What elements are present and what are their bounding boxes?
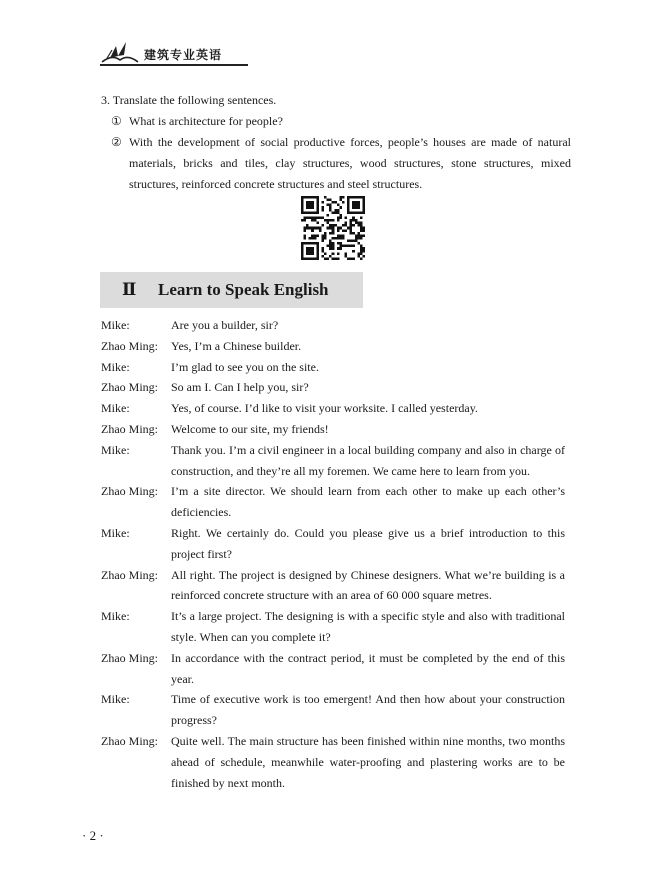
speaker: Mike: bbox=[101, 609, 130, 624]
speaker: Mike: bbox=[101, 525, 130, 540]
speaker: Mike: bbox=[101, 318, 130, 332]
dialogue-turn bbox=[101, 648, 565, 690]
dialogue-turn bbox=[101, 419, 565, 440]
section-title: Learn to Speak English bbox=[158, 280, 329, 299]
exercise-heading: 3. Translate the following sentences. bbox=[101, 93, 277, 107]
dialogue-turn bbox=[101, 606, 565, 648]
item-number: ② bbox=[111, 135, 122, 149]
running-header bbox=[100, 40, 248, 68]
dialogue-turn bbox=[101, 731, 565, 793]
speaker: Zhao Ming: bbox=[101, 567, 158, 582]
dialogue-turn bbox=[101, 315, 565, 336]
exercise-item-2 bbox=[101, 132, 571, 195]
dialogue-turn bbox=[101, 689, 565, 731]
item-text: With the development of social productive forces, people’s houses are made of natural materials, bricks and tiles, clay structures, wood structures, stone structures, mixed structures, reinforced concrete structures and steel structures. bbox=[129, 135, 571, 191]
speaker: Mike: bbox=[101, 401, 130, 416]
speaker: Zhao Ming: bbox=[101, 484, 158, 499]
speaker: Zhao Ming: bbox=[101, 650, 158, 665]
utterance: Are you a builder, sir? bbox=[171, 318, 279, 332]
utterance: Yes, of course. I’d like to visit your worksite. I called yesterday. bbox=[171, 401, 478, 416]
speaker: Mike: bbox=[101, 359, 130, 374]
utterance: So am I. Can I help you, sir? bbox=[171, 380, 309, 395]
utterance: All right. The project is designed by Chinese designers. What we’re building is a reinforced concrete structure with an area of 60 000 square metres. bbox=[171, 567, 565, 603]
utterance: Welcome to our site, my friends! bbox=[171, 421, 329, 436]
utterance: Right. We certainly do. Could you please give us a brief introduction to this project first? bbox=[171, 525, 565, 561]
book-logo-icon bbox=[100, 40, 140, 64]
dialogue-turn bbox=[101, 440, 565, 482]
utterance: I’m glad to see you on the site. bbox=[171, 359, 319, 374]
utterance: Thank you. I’m a civil engineer in a local building company and also in charge of construction, and they’re all my foremen. We came here to learn from you. bbox=[171, 442, 565, 478]
page-number: · 2 · bbox=[82, 828, 104, 843]
speaker: Mike: bbox=[101, 692, 130, 707]
dialogue-turn bbox=[101, 481, 565, 523]
speaker: Zhao Ming: bbox=[101, 733, 158, 748]
header-rule bbox=[100, 64, 248, 66]
utterance: It’s a large project. The designing is with a specific style and also with traditional style. When can you complete it? bbox=[171, 609, 565, 644]
qr-code-icon bbox=[301, 196, 365, 260]
item-text: What is architecture for people? bbox=[129, 114, 283, 128]
exercise-item-1 bbox=[101, 111, 571, 132]
dialogue bbox=[101, 315, 565, 793]
dialogue-turn bbox=[101, 523, 565, 565]
utterance: I’m a site director. We should learn from each other to make up each other’s deficiencies. bbox=[171, 484, 565, 520]
utterance: Yes, I’m a Chinese builder. bbox=[171, 338, 302, 353]
section-heading bbox=[100, 272, 363, 308]
dialogue-turn bbox=[101, 377, 565, 398]
utterance: In accordance with the contract period, it must be completed by the end of this year. bbox=[171, 650, 565, 686]
dialogue-turn bbox=[101, 398, 565, 419]
dialogue-turn bbox=[101, 565, 565, 607]
speaker: Zhao Ming: bbox=[101, 380, 158, 395]
speaker: Zhao Ming: bbox=[101, 421, 158, 436]
item-number: ① bbox=[111, 114, 122, 128]
header-title: 建筑专业英语 bbox=[144, 48, 223, 62]
utterance: Quite well. The main structure has been finished within nine months, two months ahead of schedule, meanwhile water-proofing and plastering works are to be finished by next month. bbox=[171, 733, 565, 790]
translation-exercise bbox=[101, 90, 571, 195]
dialogue-turn bbox=[101, 336, 565, 357]
dialogue-turn bbox=[101, 357, 565, 378]
speaker: Mike: bbox=[101, 442, 130, 457]
section-number: Ⅱ bbox=[122, 280, 137, 299]
utterance: Time of executive work is too emergent! And then how about your construction progress? bbox=[171, 692, 565, 728]
speaker: Zhao Ming: bbox=[101, 338, 158, 353]
